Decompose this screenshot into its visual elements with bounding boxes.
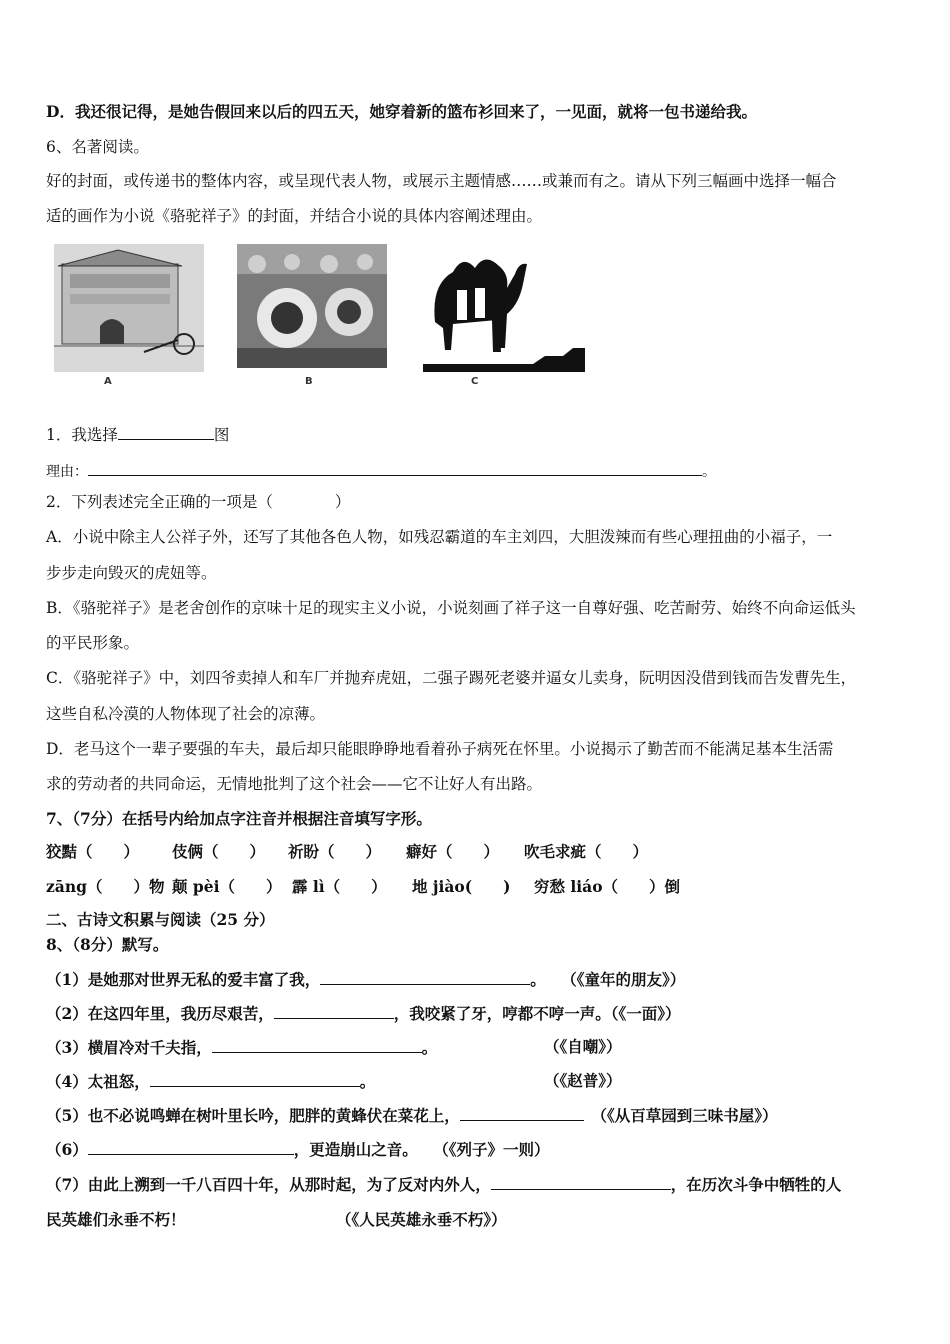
q8-item5-post: （《从百草园到三味书屋》） <box>583 1106 778 1125</box>
q8-item7-pre: （7）由此上溯到一千八百四十年，从那时起，为了反对内外人， <box>46 1175 491 1194</box>
q7-row2-item1: zāng（ ）物 <box>46 877 165 896</box>
camel-silhouette-icon <box>423 244 585 372</box>
q6-option-a-line2: 步步走向毁灭的虎妞等。 <box>46 564 217 582</box>
q7-row1-item5: 吹毛求疵（ ） <box>524 842 649 861</box>
q8-item6-blank[interactable] <box>88 1139 294 1155</box>
q8-item2-blank[interactable] <box>274 1003 394 1019</box>
q8-item3-pre: （3）横眉冷对千夫指， <box>46 1038 212 1057</box>
q6-option-b-line1: B．《骆驼祥子》是老舍创作的京味十足的现实主义小说，小说刻画了祥子这一自尊好强、吃苦耐劳、始终不向命运低头 <box>46 599 856 617</box>
q8-item6-pre: （6） <box>46 1140 88 1159</box>
q8-item1-post: 。 （《童年的朋友》） <box>530 970 686 989</box>
section2-title: 二、古诗文积累与阅读（25 分） <box>46 910 275 929</box>
q8-item2-pre: （2）在这四年里，我历尽艰苦， <box>46 1004 274 1023</box>
q8-item3-post: 。 <box>421 1038 438 1057</box>
q8-item7-line2 <box>46 1210 507 1230</box>
q8-item3 <box>46 1037 622 1058</box>
q7-row2-item4: 地 jiào( ) <box>412 877 511 896</box>
q5-option-d: D．我还很记得，是她告假回来以后的四五天，她穿着新的篮布衫回来了，一见面，就将一包书递给我。 <box>46 102 757 121</box>
q6-reason-label: 理由： <box>46 464 88 480</box>
q8-item1 <box>46 969 685 990</box>
q8-item7-post: ，在历次斗争中牺牲的人 <box>670 1175 842 1194</box>
q7-row1-item3: 祈盼（ ） <box>288 842 382 861</box>
sunflower-photo-icon <box>237 244 387 368</box>
q7-title: 7、（7分）在括号内给加点字注音并根据注音填写字形。 <box>46 809 432 828</box>
q8-item3-blank[interactable] <box>212 1037 422 1053</box>
q7-row1-item4: 癖好（ ） <box>406 842 500 861</box>
q8-item5 <box>46 1105 778 1126</box>
q8-item2 <box>46 1003 681 1024</box>
image-c-caption: C <box>471 376 479 387</box>
choice-answer-blank[interactable] <box>118 424 214 440</box>
q6-intro-line1: 好的封面，或传递书的整体内容，或呈现代表人物，或展示主题情感……或兼而有之。请从下列三幅画中选择一幅合 <box>46 172 837 190</box>
q8-item4-pre: （4）太祖怒， <box>46 1072 150 1091</box>
q8-item7-line2-text: 民英雄们永垂不朽！ <box>46 1210 186 1229</box>
q7-row1-item2: 伎俩（ ） <box>172 842 266 861</box>
q6-option-c-line2: 这些自私冷漠的人物体现了社会的凉薄。 <box>46 705 326 723</box>
q7-row2-item3: 霹 lì（ ） <box>292 877 387 896</box>
q6-option-d-line1: D．老马这个一辈子要强的车夫，最后却只能眼睁睁地看着孙子病死在怀里。小说揭示了勤苦而不能满足基本生活需 <box>46 740 834 758</box>
q8-item2-post: ，我咬紧了牙，哼都不哼一声。（《一面》） <box>393 1004 681 1023</box>
q8-title: 8、（8分）默写。 <box>46 935 169 954</box>
image-a-city-gate <box>54 244 204 387</box>
q8-item4-blank[interactable] <box>150 1071 360 1087</box>
q8-item1-pre: （1）是她那对世界无私的爱丰富了我， <box>46 970 321 989</box>
q8-item7-source: （《人民英雄永垂不朽》） <box>336 1210 507 1229</box>
q8-item5-blank[interactable] <box>460 1105 584 1121</box>
q8-item7 <box>46 1174 841 1195</box>
q8-item3-source: （《自嘲》） <box>544 1037 622 1056</box>
city-gate-rickshaw-drawing-icon <box>54 244 204 372</box>
q8-item7-blank[interactable] <box>491 1174 671 1190</box>
q6-reason <box>46 460 716 482</box>
q8-item6 <box>46 1139 550 1160</box>
q8-item1-blank[interactable] <box>320 969 530 985</box>
q6-option-d-line2: 求的劳动者的共同命运，无情地批判了这个社会——它不让好人有出路。 <box>46 775 543 793</box>
q6-option-c-line1: C．《骆驼祥子》中，刘四爷卖掉人和车厂并抛弃虎妞，二强子踢死老婆并逼女儿卖身，阮明因没借到钱而告发曹先生， <box>46 669 857 687</box>
q6-sub2-stem: 2．下列表述完全正确的一项是（ ） <box>46 493 351 511</box>
image-b-sunflowers <box>237 244 387 387</box>
q8-item5-pre: （5）也不必说鸣蝉在树叶里长吟，肥胖的黄蜂伏在菜花上， <box>46 1106 460 1125</box>
q7-row2-item2: 颠 pèi（ ） <box>172 877 282 896</box>
q8-item4-source: （《赵普》） <box>544 1071 622 1090</box>
q7-row2-item5: 穷愁 liáo（ ）倒 <box>534 877 681 896</box>
q6-reason-end: 。 <box>702 464 716 480</box>
q8-item4-post: 。 <box>359 1072 376 1091</box>
q6-title: 6、名著阅读。 <box>46 138 149 156</box>
q6-intro-line2: 适的画作为小说《骆驼祥子》的封面，并结合小说的具体内容阐述理由。 <box>46 207 543 225</box>
image-b-caption: B <box>305 376 313 387</box>
q7-row1-item1: 狡黠（ ） <box>46 842 140 861</box>
q6-sub1-prefix: 1．我选择 <box>46 426 118 444</box>
q6-sub1 <box>46 424 229 445</box>
q6-sub1-suffix: 图 <box>213 426 230 444</box>
q8-item6-post: ，更造崩山之音。 （《列子》一则） <box>293 1140 550 1159</box>
image-a-caption: A <box>104 376 112 387</box>
q8-item4 <box>46 1071 622 1092</box>
image-c-camel <box>423 244 585 387</box>
q6-option-b-line2: 的平民形象。 <box>46 634 140 652</box>
reason-answer-blank[interactable] <box>88 460 702 476</box>
q6-option-a-line1: A．小说中除主人公祥子外，还写了其他各色人物，如残忍霸道的车主刘四，大胆泼辣而有些心理扭曲的小福子，一 <box>46 528 833 546</box>
